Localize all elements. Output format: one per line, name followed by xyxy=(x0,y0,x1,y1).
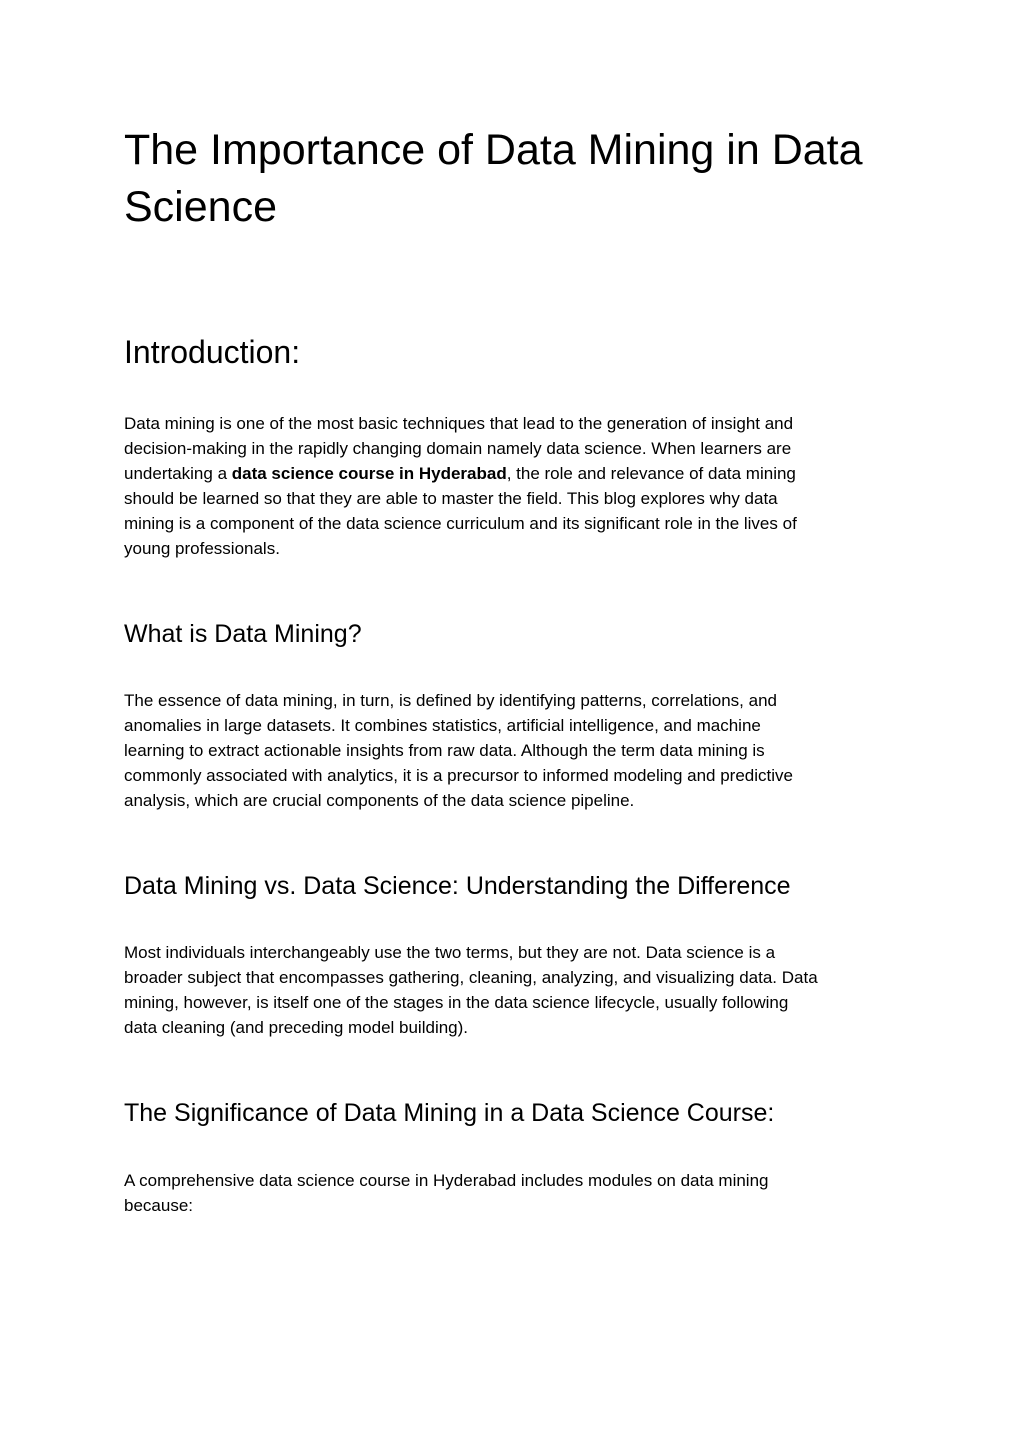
what-is-data-mining-paragraph xyxy=(124,688,793,813)
paragraph-line: analysis, which are crucial components of the data science pipeline. xyxy=(124,791,635,810)
paragraph-line: broader subject that encompasses gathering, cleaning, analyzing, and visualizing data. Data xyxy=(124,968,818,987)
paragraph-line: mining is a component of the data science curriculum and its significant role in the lives of xyxy=(124,514,797,533)
section-heading-mining-vs-science: Data Mining vs. Data Science: Understanding the Difference xyxy=(124,872,791,900)
introduction-paragraph xyxy=(124,411,797,561)
paragraph-line xyxy=(124,461,797,486)
paragraph-line: anomalies in large datasets. It combines statistics, artificial intelligence, and machine xyxy=(124,716,761,735)
section-heading-introduction: Introduction: xyxy=(124,334,301,370)
paragraph-line: because: xyxy=(124,1196,193,1215)
paragraph-line: Most individuals interchangeably use the two terms, but they are not. Data science is a xyxy=(124,943,776,962)
paragraph-line: data cleaning (and preceding model building). xyxy=(124,1018,469,1037)
paragraph-line: young professionals. xyxy=(124,539,280,558)
paragraph-line: decision-making in the rapidly changing domain namely data science. When learners are xyxy=(124,439,792,458)
paragraph-line: should be learned so that they are able to master the field. This blog explores why data xyxy=(124,489,778,508)
significance-paragraph xyxy=(124,1168,769,1218)
document-title: The Importance of Data Mining in Data Science xyxy=(124,126,863,231)
paragraph-line: commonly associated with analytics, it is a precursor to informed modeling and predictive xyxy=(124,766,793,785)
section-heading-what-is-data-mining: What is Data Mining? xyxy=(124,620,362,648)
paragraph-text: , the role and relevance of data mining xyxy=(506,464,796,483)
section-heading-significance: The Significance of Data Mining in a Data Science Course: xyxy=(124,1099,775,1127)
paragraph-line: mining, however, is itself one of the stages in the data science lifecycle, usually following xyxy=(124,993,789,1012)
paragraph-text: undertaking a xyxy=(124,464,232,483)
mining-vs-science-paragraph xyxy=(124,940,818,1040)
paragraph-line: learning to extract actionable insights from raw data. Although the term data mining is xyxy=(124,741,765,760)
paragraph-line: The essence of data mining, in turn, is defined by identifying patterns, correlations, and xyxy=(124,691,777,710)
bold-keyword: data science course in Hyderabad xyxy=(231,464,507,483)
paragraph-line: Data mining is one of the most basic techniques that lead to the generation of insight and xyxy=(124,414,794,433)
paragraph-line: A comprehensive data science course in Hyderabad includes modules on data mining xyxy=(124,1171,769,1190)
